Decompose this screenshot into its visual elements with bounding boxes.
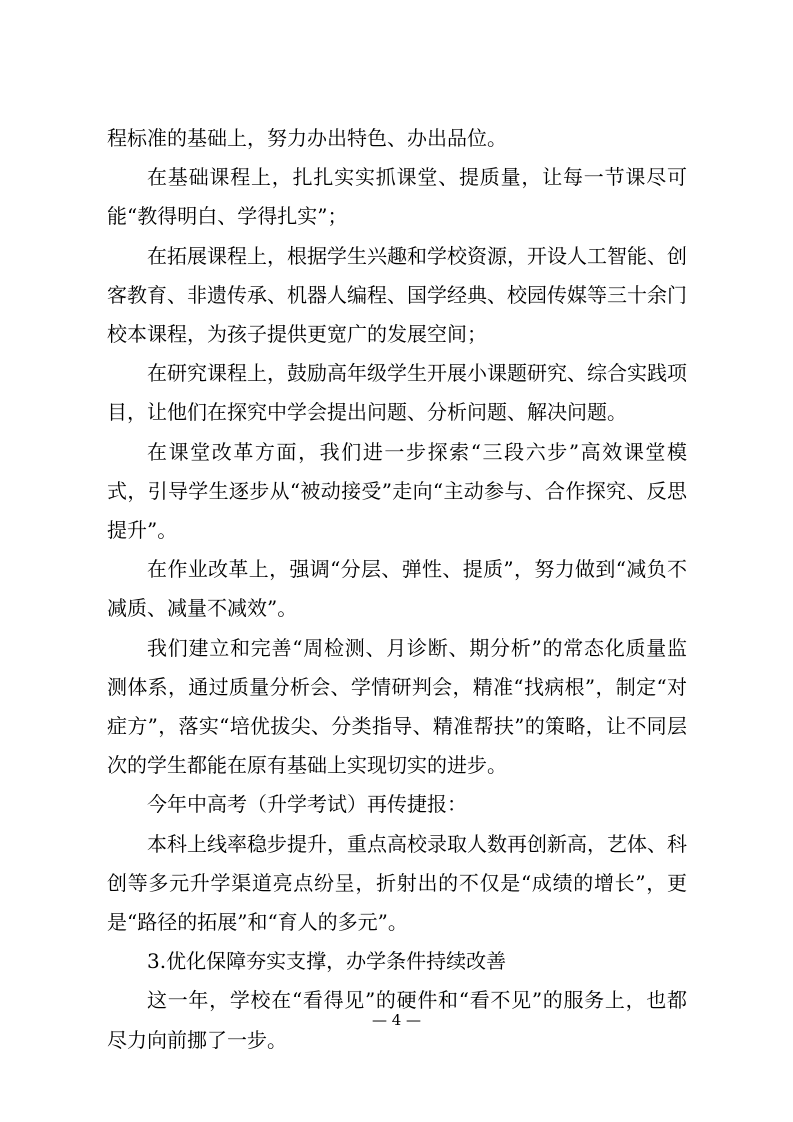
paragraph-research-courses: 在研究课程上，鼓励高年级学生开展小课题研究、综合实践项目，让他们在探究中学会提出问题、分析问题、解决问题。 xyxy=(107,361,687,425)
paragraph-exam-news: 今年中高考（升学考试）再传捷报： xyxy=(147,792,467,817)
paragraph-facilities: 这一年，学校在“看得见”的硬件和“看不见”的服务上，也都尽力向前挪了一步。 xyxy=(107,988,687,1052)
paragraph-basic-courses: 在基础课程上，扎扎实实抓课堂、提质量，让每一节课尽可能“教得明白、学得扎实”； xyxy=(107,165,687,229)
section-heading: 3.优化保障夯实支撑，办学条件持续改善 xyxy=(147,949,507,974)
paragraph-extended-courses: 在拓展课程上，根据学生兴趣和学校资源，开设人工智能、创客教育、非遗传承、机器人编程、国学经典、校园传媒等三十余门校本课程，为孩子提供更宽广的发展空间； xyxy=(107,243,687,347)
paragraph-exam-results: 本科上线率稳步提升，重点高校录取人数再创新高，艺体、科创等多元升学渠道亮点纷呈，折射出的不仅是“成绩的增长”，更是“路径的拓展”和“育人的多元”。 xyxy=(107,831,687,935)
page-number: — 4 — xyxy=(371,1011,422,1029)
body-text xyxy=(107,119,687,1060)
paragraph-classroom-reform: 在课堂改革方面，我们进一步探索“三段六步”高效课堂模式，引导学生逐步从“被动接受”走向“主动参与、合作探究、反思提升”。 xyxy=(107,439,687,543)
paragraph-homework-reform: 在作业改革上，强调“分层、弹性、提质”，努力做到“减负不减质、减量不减效”。 xyxy=(107,557,687,621)
paragraph-quality-monitoring: 我们建立和完善“周检测、月诊断、期分析”的常态化质量监测体系，通过质量分析会、学情研判会，精准“找病根”，制定“对症方”，落实“培优拔尖、分类指导、精准帮扶”的策略，让不同层次的学生都能在原有基础上实现切实的进步。 xyxy=(107,635,687,778)
paragraph-continuation: 程标准的基础上，努力办出特色、办出品位。 xyxy=(107,126,507,150)
